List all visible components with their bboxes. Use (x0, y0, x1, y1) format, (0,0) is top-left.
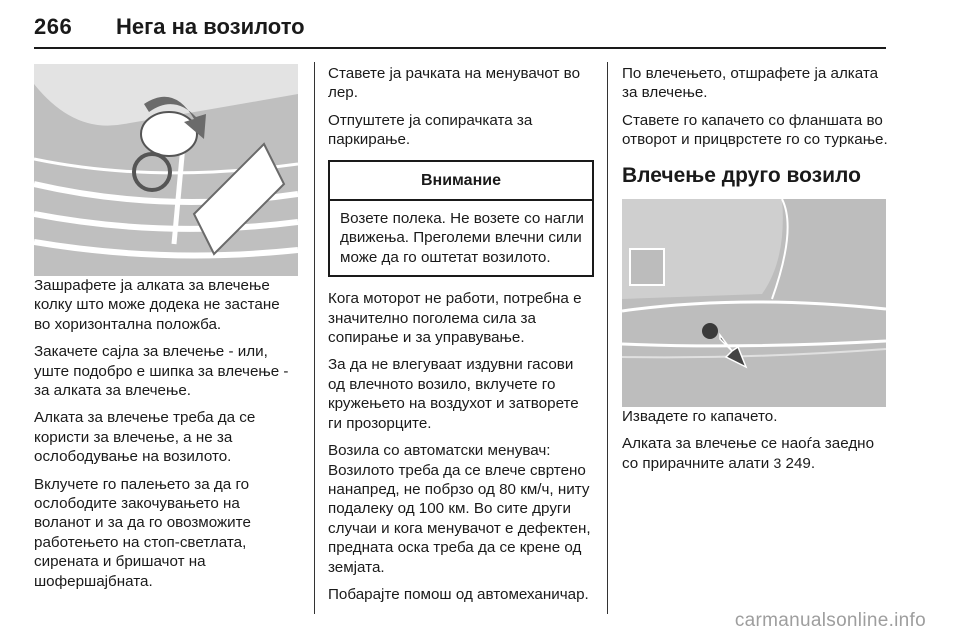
paragraph: Ставете го капачето со фланшата во отворот и прицврстете го со туркање. (622, 111, 888, 149)
column-1 (34, 64, 300, 599)
paragraph: Алката за влечење треба да се користи за влечење, а не за ослободување на возилото. (34, 409, 256, 466)
tow-eye-front-illustration (34, 64, 298, 276)
paragraph: Закачете сајла за влечење - или, уште подобро е шипка за влечење - за алката за влечење. (34, 343, 289, 400)
column-3 (622, 64, 888, 481)
column-2 (328, 64, 594, 612)
page-reference[interactable]: 249. (781, 454, 816, 472)
paragraph: Извадете го капачето. (622, 408, 778, 426)
rear-tow-eye-illustration (622, 199, 886, 407)
paragraph-text: Алката за влечење се наоѓа заедно со прирачните алати (622, 435, 875, 472)
column-divider (607, 62, 608, 614)
paragraph: Кога моторот не работи, потребна е значително поголема сила за сопирање и за управување. (328, 290, 582, 347)
paragraph: Побарајте помош од автомеханичар. (328, 585, 589, 603)
page-number: 266 (34, 14, 73, 39)
warning-title: Внимание (330, 162, 592, 201)
paragraph: Вклучете го палењето за да го ослободите закочувањето на воланот и за да го овозможите работењето на стоп-светлата, сирената и бришачот на шофершајбната. (34, 475, 251, 590)
watermark: carmanualsonline.info (734, 610, 926, 631)
column-divider (314, 62, 315, 614)
paragraph (622, 434, 888, 473)
page-title: Нега на возилото (116, 14, 305, 39)
paragraph: Возила со автоматски менувач: Возилото треба да се влече свртено нанапред, не побрзо од 80 км/ч, ниту подалеку од 100 км. Во сите други случаи и кога менувачот е дефектен, предната оска треба да се крене од земјата. (328, 442, 591, 576)
paragraph: Зашрафете ја алката за влечење колку што може додека не застане во хоризонтална положба. (34, 277, 280, 333)
reference-arrow-icon: 3 (773, 454, 782, 471)
paragraph: Отпуштете ја сопирачката за паркирање. (328, 111, 533, 149)
warning-text: Возете полека. Не возете со нагли движења. Преголеми влечни сили може да го оштетат возилото. (340, 210, 584, 266)
warning-box (328, 160, 594, 278)
header-rule (34, 47, 886, 49)
paragraph: Ставете ја рачката на менувачот во лер. (328, 65, 581, 102)
paragraph: За да не влегуваат издувни гасови од влечното возило, вклучете го кружењето на воздухот и затворете ги прозорците. (328, 356, 579, 432)
tow-eye-front-drawing (34, 64, 298, 276)
page-header (34, 14, 886, 54)
rear-tow-eye-drawing (622, 199, 886, 407)
section-heading: Влечење друго возило (622, 163, 861, 187)
paragraph: По влечењето, отшрафете ја алката за влечење. (622, 65, 879, 102)
